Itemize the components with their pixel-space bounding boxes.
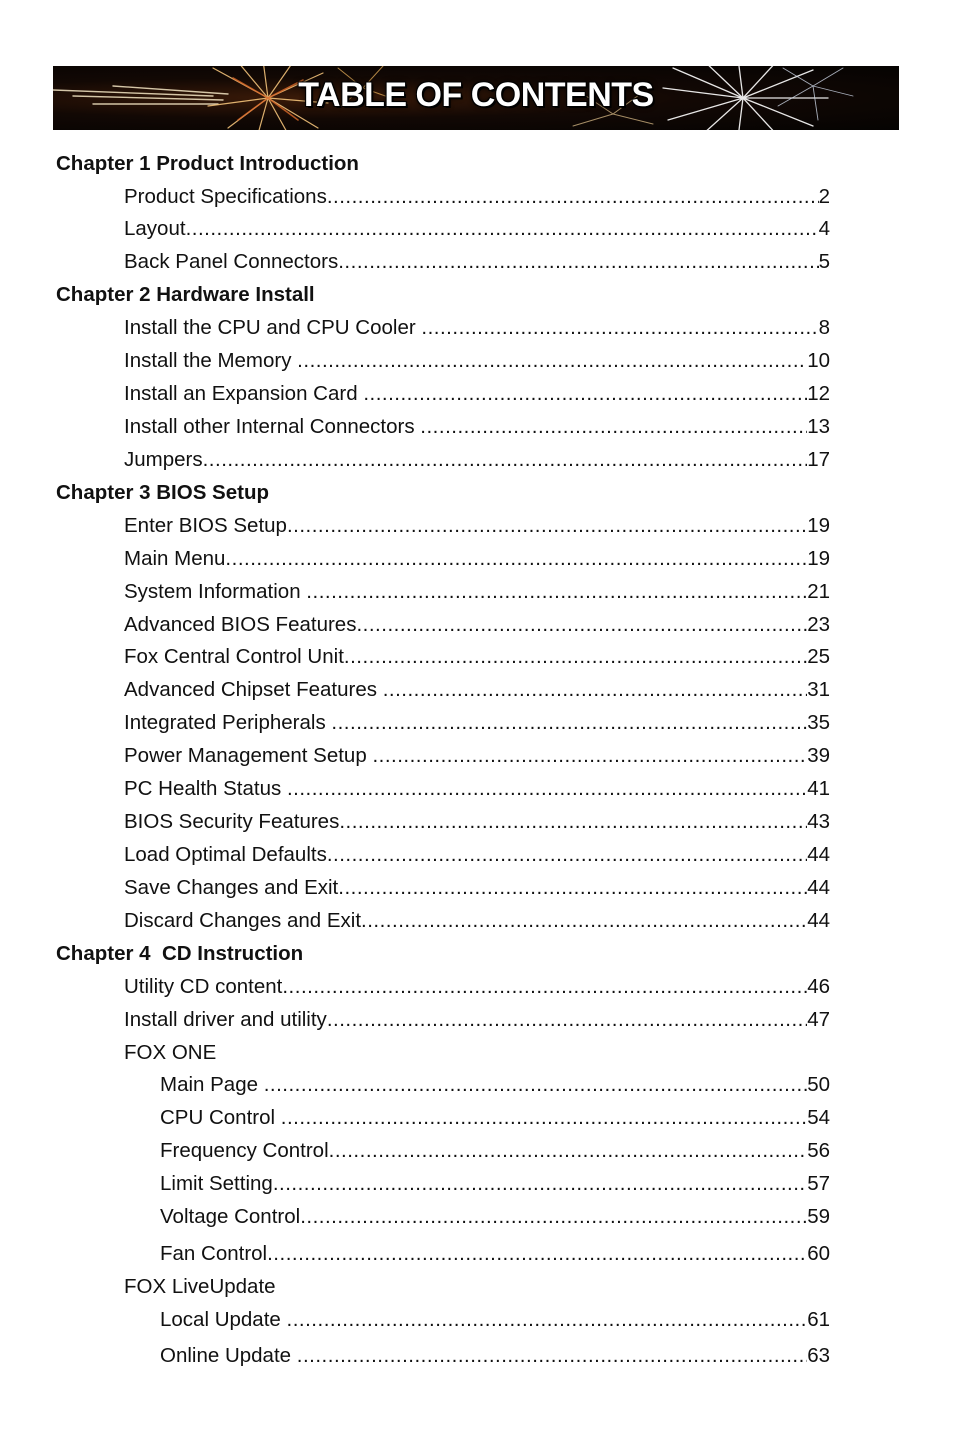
toc-entry-title: Integrated Peripherals: [124, 711, 332, 734]
toc-subentry[interactable]: [160, 1072, 830, 1098]
toc-entry[interactable]: [124, 348, 830, 374]
dot-leader: [287, 1307, 808, 1333]
toc-entry[interactable]: [124, 710, 830, 736]
toc-entry-title: Online Update: [160, 1344, 297, 1367]
toc-entry[interactable]: [124, 184, 830, 210]
toc-entry-title: Limit Setting: [160, 1172, 273, 1195]
toc-subentry[interactable]: [160, 1105, 830, 1131]
toc-entry-page: 44: [807, 876, 830, 899]
dot-leader: [383, 677, 808, 703]
dot-leader: [186, 216, 819, 242]
toc-subentry[interactable]: [160, 1171, 830, 1197]
toc-entry-title: Install driver and utility: [124, 1008, 327, 1031]
chapter-heading: Chapter 2 Hardware Install: [56, 283, 315, 306]
toc-entry-page: 21: [807, 580, 830, 603]
toc-entry-page: 61: [807, 1308, 830, 1331]
toc-entry-title: Install other Internal Connectors: [124, 415, 421, 438]
toc-entry-title: BIOS Security Features: [124, 810, 340, 833]
toc-entry-page: 35: [807, 711, 830, 734]
toc-subentry[interactable]: [160, 1343, 830, 1369]
toc-entry-page: 8: [818, 316, 830, 339]
toc-entry[interactable]: [124, 381, 830, 407]
toc-entry-title: Advanced BIOS Features: [124, 613, 357, 636]
toc-entry-page: 13: [807, 415, 830, 438]
toc-subentry[interactable]: [160, 1138, 830, 1164]
toc-entry[interactable]: [124, 414, 830, 440]
toc-entry-title: Local Update: [160, 1308, 287, 1331]
dot-leader: [273, 1171, 807, 1197]
dot-leader: [264, 1072, 807, 1098]
dot-leader: [327, 842, 807, 868]
toc-entry-page: 47: [807, 1008, 830, 1031]
toc-entry[interactable]: [124, 579, 830, 605]
toc-subentry[interactable]: [160, 1241, 830, 1267]
toc-entry-title: Enter BIOS Setup: [124, 514, 287, 537]
toc-entry-title: Install the Memory: [124, 349, 298, 372]
toc-entry-page: 19: [807, 514, 830, 537]
toc-entry-title: Save Changes and Exit: [124, 876, 339, 899]
dot-leader: [361, 908, 807, 934]
dot-leader: [203, 447, 808, 473]
toc-entry[interactable]: [124, 809, 830, 835]
toc-subentry[interactable]: [160, 1307, 830, 1333]
dot-leader: [372, 743, 807, 769]
dot-leader: [363, 381, 807, 407]
toc-entry[interactable]: [124, 447, 830, 473]
toc-entry-page: 56: [807, 1139, 830, 1162]
dot-leader: [297, 348, 807, 374]
toc-entry-title: Layout: [124, 217, 186, 240]
toc-entry-title: Utility CD content: [124, 975, 283, 998]
toc-entry-page: 57: [807, 1172, 830, 1195]
dot-leader: [329, 1138, 808, 1164]
toc-entry-title: Jumpers: [124, 448, 203, 471]
toc-entry-title: Load Optimal Defaults: [124, 843, 327, 866]
toc-entry[interactable]: [124, 315, 830, 341]
toc-entry[interactable]: [124, 216, 830, 242]
toc-entry[interactable]: [124, 644, 830, 670]
page-title: TABLE OF CONTENTS: [298, 76, 654, 114]
toc-entry-page: 46: [807, 975, 830, 998]
toc-entry-title: PC Health Status: [124, 777, 287, 800]
dot-leader: [306, 579, 807, 605]
dot-leader: [282, 974, 807, 1000]
toc-entry-title: Fan Control: [160, 1242, 268, 1265]
toc-entry-page: 17: [807, 448, 830, 471]
toc-entry-page: 10: [807, 349, 830, 372]
toc-entry-page: 44: [807, 843, 830, 866]
dot-leader: [297, 1343, 807, 1369]
toc-entry[interactable]: [124, 677, 830, 703]
toc-entry-title: Main Page: [160, 1073, 264, 1096]
toc-entry-page: 12: [807, 382, 830, 405]
toc-entry-page: 25: [807, 645, 830, 668]
toc-entry-title: Frequency Control: [160, 1139, 329, 1162]
toc-entry-page: 4: [818, 217, 830, 240]
toc-entry-page: 44: [807, 909, 830, 932]
toc-entry-page: 54: [807, 1106, 830, 1129]
toc-entry-page: 5: [818, 250, 830, 273]
dot-leader: [287, 776, 807, 802]
toc-section-heading[interactable]: FOX LiveUpdate: [124, 1275, 276, 1298]
toc-entry-title: Discard Changes and Exit: [124, 909, 362, 932]
toc-entry-page: 19: [807, 547, 830, 570]
toc-entry[interactable]: [124, 612, 830, 638]
dot-leader: [300, 1204, 807, 1230]
toc-entry-page: 2: [818, 185, 830, 208]
chapter-heading: Chapter 1 Product Introduction: [56, 152, 359, 175]
dot-leader: [327, 184, 819, 210]
dot-leader: [331, 710, 807, 736]
toc-entry-page: 39: [807, 744, 830, 767]
dot-leader: [356, 612, 807, 638]
toc-entry-title: Power Management Setup: [124, 744, 373, 767]
toc-entry[interactable]: [124, 974, 830, 1000]
dot-leader: [421, 315, 818, 341]
toc-entry[interactable]: [124, 875, 830, 901]
dot-leader: [338, 249, 818, 275]
toc-entry-page: 60: [807, 1242, 830, 1265]
toc-entry[interactable]: [124, 1007, 830, 1033]
toc-entry-title: Install an Expansion Card: [124, 382, 364, 405]
dot-leader: [338, 875, 807, 901]
dot-leader: [267, 1241, 807, 1267]
toc-entry-page: 59: [807, 1205, 830, 1228]
toc-entry-page: 31: [807, 678, 830, 701]
dot-leader: [420, 414, 807, 440]
toc-entry-page: 50: [807, 1073, 830, 1096]
chapter-heading: Chapter 3 BIOS Setup: [56, 481, 270, 504]
toc-entry-title: Fox Central Control Unit: [124, 645, 344, 668]
dot-leader: [339, 809, 807, 835]
toc-entry-title: Main Menu: [124, 547, 226, 570]
dot-leader: [281, 1105, 807, 1131]
toc-entry-title: Voltage Control: [160, 1205, 301, 1228]
dot-leader: [225, 546, 807, 572]
toc-entry[interactable]: [124, 908, 830, 934]
chapter-heading: Chapter 4 CD Instruction: [56, 942, 304, 965]
toc-entry-title: System Information: [124, 580, 307, 603]
toc-section-heading[interactable]: FOX ONE: [124, 1041, 217, 1064]
toc-entry-page: 43: [807, 810, 830, 833]
dot-leader: [327, 1007, 807, 1033]
toc-entry[interactable]: [124, 776, 830, 802]
dot-leader: [344, 644, 807, 670]
toc-entry-title: Product Specifications: [124, 185, 327, 208]
toc-entry[interactable]: [124, 249, 830, 275]
toc-entry-page: 41: [807, 777, 830, 800]
toc-entry-page: 23: [807, 613, 830, 636]
toc-entry[interactable]: [124, 513, 830, 539]
dot-leader: [287, 513, 807, 539]
toc-entry-title: Back Panel Connectors: [124, 250, 339, 273]
toc-entry[interactable]: [124, 743, 830, 769]
toc-entry[interactable]: [124, 546, 830, 572]
toc-entry-title: CPU Control: [160, 1106, 281, 1129]
toc-subentry[interactable]: [160, 1204, 830, 1230]
toc-entry-page: 63: [807, 1344, 830, 1367]
toc-entry-title: Advanced Chipset Features: [124, 678, 383, 701]
toc-entry-title: Install the CPU and CPU Cooler: [124, 316, 422, 339]
toc-entry[interactable]: [124, 842, 830, 868]
